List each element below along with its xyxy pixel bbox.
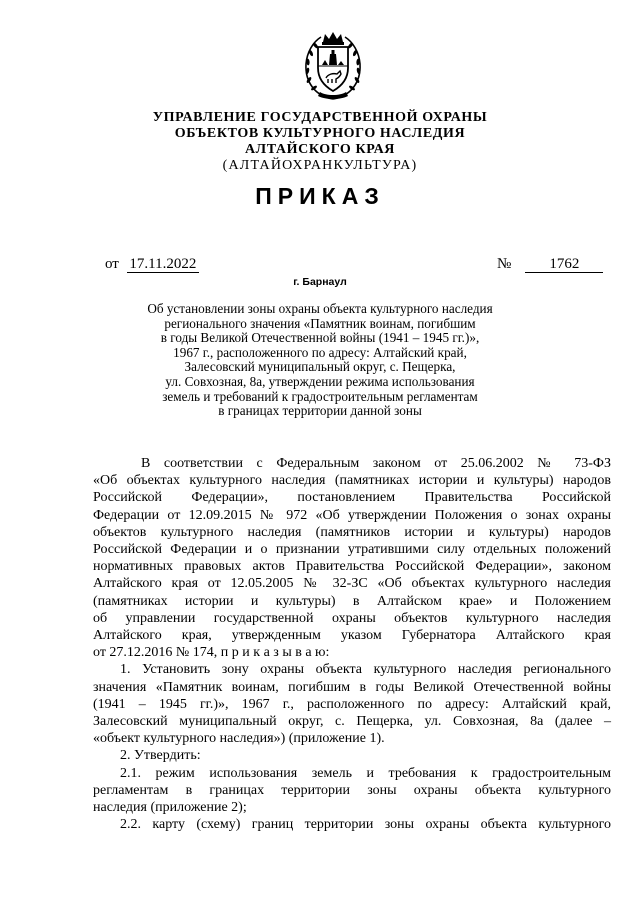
order-subject bbox=[100, 302, 540, 419]
preamble-line: Российской Федерации», постановлением Правительства Российской bbox=[93, 490, 611, 506]
item-1-line: «объект культурного наследия») (приложение 1). bbox=[93, 731, 385, 747]
subject-line: в границах территории данной зоны bbox=[218, 403, 422, 419]
document-type-title: ПРИКАЗ bbox=[255, 183, 385, 209]
date-field bbox=[105, 256, 199, 273]
preamble-line: Алтайского края, утвержденным указом Губернатора Алтайского края bbox=[93, 628, 611, 644]
order-body bbox=[93, 455, 611, 833]
preamble-line: об управлении государственной охраны объектов культурного наследия bbox=[93, 610, 611, 626]
number-prefix: № bbox=[497, 256, 512, 272]
number-field bbox=[497, 256, 603, 273]
preamble-line: Алтайского края от 12.05.2005 № 32-ЗС «Об объектах культурного наследия bbox=[93, 576, 611, 592]
document-date: 17.11.2022 bbox=[127, 257, 199, 273]
preamble-line: В соответствии с Федеральным законом от 25.06.2002 № 73-ФЗ bbox=[141, 456, 611, 471]
item-2-1-line: 2.1. режим использования земель и требования к градостроительным bbox=[120, 765, 611, 781]
item-1-line: 1. Установить зону охраны объекта культурного наследия регионального bbox=[120, 662, 611, 678]
subject-line: 1967 г., расположенного по адресу: Алтайский край, bbox=[173, 344, 467, 360]
org-line-1: УПРАВЛЕНИЕ ГОСУДАРСТВЕННОЙ ОХРАНЫ bbox=[152, 110, 488, 125]
city: г. Барнаул bbox=[293, 276, 347, 288]
preamble-line: «Об объектах культурного наследия (памятниках истории и культуры) народов bbox=[93, 473, 611, 489]
document-number: 1762 bbox=[525, 257, 603, 273]
organization-name bbox=[0, 110, 640, 174]
date-prefix: от bbox=[105, 256, 119, 272]
item-2-1-line: регламентам в границах территории зоны охраны объекта культурного bbox=[93, 782, 611, 798]
preamble-line: Федерации от 12.09.2015 № 972 «Об утверждении Положения о зонах охраны bbox=[93, 507, 611, 523]
subject-line: ул. Совхозная, 8а, утверждении режима использования bbox=[165, 373, 475, 389]
item-2-2-line: 2.2. карту (схему) границ территории зоны охраны объекта культурного bbox=[120, 817, 611, 833]
preamble-line: Российской Федерации и о признании утратившими силу отдельных положений bbox=[93, 542, 611, 558]
preamble-line: (памятниках истории и культуры) в Алтайском крае» и Положением bbox=[93, 593, 611, 609]
subject-line: Об установлении зоны охраны объекта культурного наследия bbox=[147, 301, 493, 316]
item-1-line: (1941 – 1945 гг.)», 1967 г., расположенного по адресу: Алтайский край, bbox=[93, 696, 611, 712]
item-1-line: Залесовский муниципальный округ, с. Пещерка, ул. Совхозная, 8а (далее – bbox=[93, 714, 611, 730]
subject-line: Залесовский муниципальный округ, с. Пещерка, bbox=[184, 359, 456, 375]
item-2: 2. Утвердить: bbox=[120, 748, 201, 764]
item-1-line: значения «Памятник воинам, погибшим в годы Великой Отечественной войны bbox=[93, 679, 611, 695]
subject-line: земель и требований к градостроительным регламентам bbox=[162, 388, 478, 404]
item-2-1-line: наследия (приложение 2); bbox=[93, 800, 247, 816]
org-line-3: АЛТАЙСКОГО КРАЯ bbox=[244, 142, 396, 157]
preamble-line: объектов культурного наследия (памятников истории и культуры) народов bbox=[93, 524, 611, 540]
org-abbreviation: (АЛТАЙОХРАНКУЛЬТУРА) bbox=[222, 158, 418, 173]
preamble-line: от 27.12.2016 № 174, п р и к а з ы в а ю: bbox=[93, 645, 330, 661]
org-line-2: ОБЪЕКТОВ КУЛЬТУРНОГО НАСЛЕДИЯ bbox=[174, 126, 466, 141]
coat-of-arms-icon bbox=[302, 30, 364, 102]
preamble-line: нормативных правовых актов Правительства Российской Федерации», законом bbox=[93, 559, 611, 575]
subject-line: в годы Великой Отечественной войны (1941 – 1945 гг.)», bbox=[160, 330, 480, 346]
subject-line: регионального значения «Памятник воинам, погибшим bbox=[164, 315, 476, 331]
